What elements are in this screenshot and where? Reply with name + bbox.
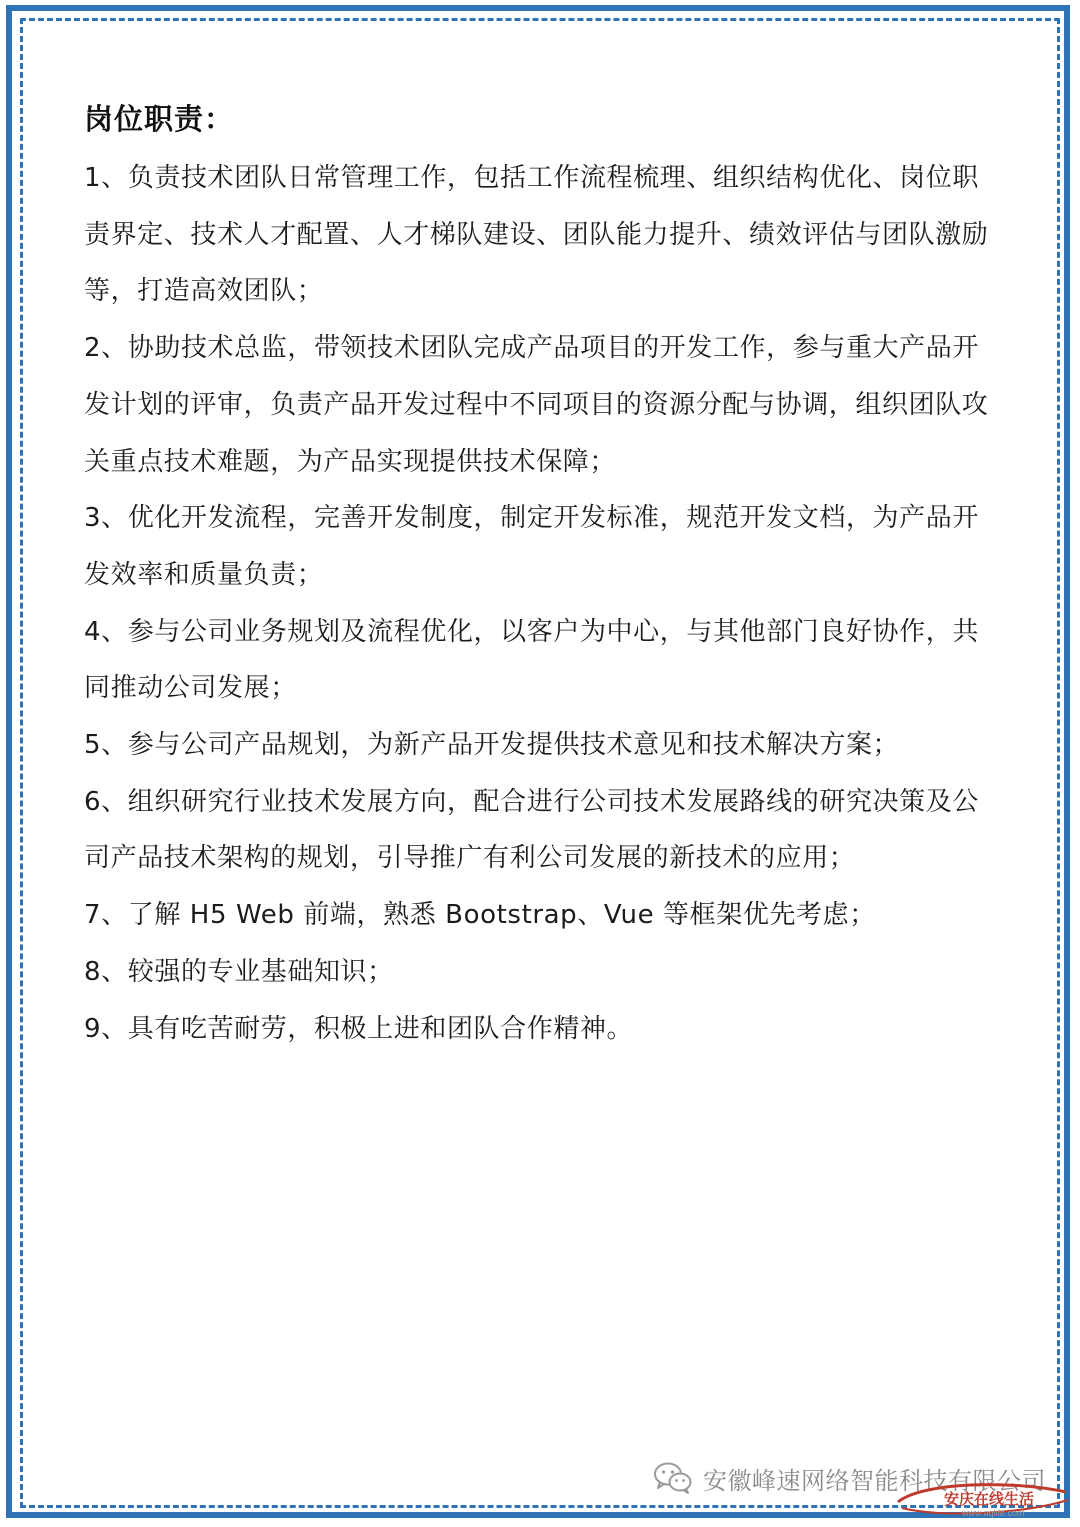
duty-item-7: 7、了解 H5 Web 前端，熟悉 Bootstrap、Vue 等框架优先考虑； [84, 900, 876, 931]
duty-item-1: 1、负责技术团队日常管理工作，包括工作流程梳理、组织结构优化、岗位职责界定、技术人才配置、人才梯队建设、团队能力提升、绩效评估与团队激励等，打造高效团队； [84, 163, 989, 307]
job-description [84, 96, 989, 1057]
logo-url: www.aqlife.com [962, 1508, 1025, 1518]
duty-item-2: 2、协助技术总监，带领技术团队完成产品项目的开发工作，参与重大产品开发计划的评审，负责产品开发过程中不同项目的资源分配与协调，组织团队攻关重点技术难题，为产品实现提供技术保障； [84, 333, 989, 477]
logo-title: 安庆在线生活 [944, 1491, 1035, 1508]
section-heading: 岗位职责： [84, 102, 235, 136]
wechat-icon [653, 1461, 693, 1495]
duty-item-6: 6、组织研究行业技术发展方向，配合进行公司技术发展路线的研究决策及公司产品技术架构的规划，引导推广有利公司发展的新技术的应用； [84, 786, 979, 874]
duty-item-4: 4、参与公司业务规划及流程优化，以客户为中心，与其他部门良好协作，共同推动公司发展； [84, 616, 979, 704]
duty-item-9: 9、具有吃苦耐劳，积极上进和团队合作精神。 [84, 1013, 634, 1044]
duty-item-5: 5、参与公司产品规划，为新产品开发提供技术意见和技术解决方案； [84, 730, 900, 761]
aqlife-logo [892, 1478, 1072, 1520]
duty-item-3: 3、优化开发流程，完善开发制度，制定开发标准，规范开发文档，为产品开发效率和质量负责； [84, 503, 979, 590]
duty-item-8: 8、较强的专业基础知识； [84, 956, 394, 987]
watermark-company-name: 安徽峰速网络智能科技有限公司 [703, 1466, 1046, 1495]
